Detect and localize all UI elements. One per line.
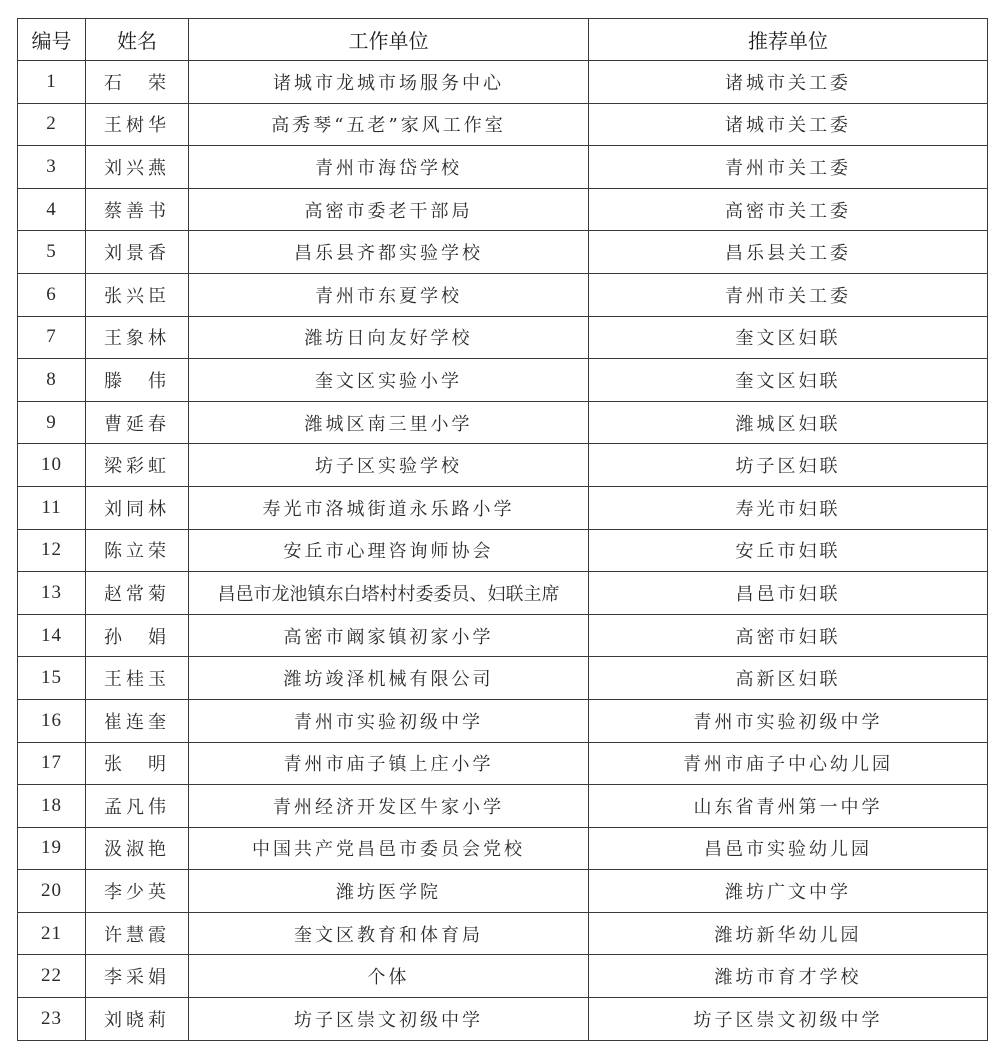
cell-recommender: 潍坊新华幼儿园 — [589, 912, 988, 955]
cell-work-unit: 昌邑市龙池镇东白塔村村委委员、妇联主席 — [189, 572, 589, 615]
cell-name: 王桂玉 — [86, 657, 189, 700]
cell-name: 刘兴燕 — [86, 146, 189, 189]
table-row — [18, 146, 988, 189]
table-row — [18, 912, 988, 955]
cell-recommender: 潍坊广文中学 — [589, 870, 988, 913]
table-row — [18, 827, 988, 870]
cell-name: 刘晓莉 — [86, 998, 189, 1041]
cell-recommender: 寿光市妇联 — [589, 486, 988, 529]
cell-number: 5 — [18, 231, 86, 274]
cell-work-unit: 昌乐县齐都实验学校 — [189, 231, 589, 274]
cell-recommender: 青州市关工委 — [589, 146, 988, 189]
cell-number: 3 — [18, 146, 86, 189]
cell-work-unit: 潍坊医学院 — [189, 870, 589, 913]
table-row — [18, 699, 988, 742]
cell-number: 10 — [18, 444, 86, 487]
cell-number: 21 — [18, 912, 86, 955]
table-header — [18, 19, 988, 61]
cell-name: 孟凡伟 — [86, 785, 189, 828]
cell-recommender: 坊子区妇联 — [589, 444, 988, 487]
cell-name: 滕 伟 — [86, 359, 189, 402]
cell-name: 许慧霞 — [86, 912, 189, 955]
cell-number: 7 — [18, 316, 86, 359]
cell-work-unit: 潍坊竣泽机械有限公司 — [189, 657, 589, 700]
nominee-table — [17, 18, 988, 1041]
table-row — [18, 785, 988, 828]
cell-work-unit: 青州经济开发区牛家小学 — [189, 785, 589, 828]
cell-recommender: 青州市关工委 — [589, 273, 988, 316]
cell-number: 9 — [18, 401, 86, 444]
table-row — [18, 273, 988, 316]
cell-work-unit: 寿光市洛城街道永乐路小学 — [189, 486, 589, 529]
cell-work-unit: 坊子区崇文初级中学 — [189, 998, 589, 1041]
cell-number: 22 — [18, 955, 86, 998]
cell-work-unit: 青州市实验初级中学 — [189, 699, 589, 742]
header-work-unit: 工作单位 — [189, 19, 589, 61]
table-row — [18, 61, 988, 104]
cell-recommender: 青州市庙子中心幼儿园 — [589, 742, 988, 785]
cell-name: 刘同林 — [86, 486, 189, 529]
cell-work-unit: 青州市海岱学校 — [189, 146, 589, 189]
cell-work-unit: 奎文区实验小学 — [189, 359, 589, 402]
cell-number: 18 — [18, 785, 86, 828]
cell-number: 17 — [18, 742, 86, 785]
cell-name: 梁彩虹 — [86, 444, 189, 487]
cell-number: 19 — [18, 827, 86, 870]
cell-work-unit: 高密市委老干部局 — [189, 188, 589, 231]
cell-recommender: 高密市妇联 — [589, 614, 988, 657]
table-row — [18, 188, 988, 231]
table-row — [18, 870, 988, 913]
table-row — [18, 401, 988, 444]
cell-recommender: 奎文区妇联 — [589, 316, 988, 359]
cell-name: 孙 娟 — [86, 614, 189, 657]
table-row — [18, 359, 988, 402]
cell-recommender: 诸城市关工委 — [589, 103, 988, 146]
table-body — [18, 61, 988, 1041]
cell-recommender: 山东省青州第一中学 — [589, 785, 988, 828]
cell-number: 1 — [18, 61, 86, 104]
cell-recommender: 昌乐县关工委 — [589, 231, 988, 274]
cell-work-unit: 潍坊日向友好学校 — [189, 316, 589, 359]
cell-name: 李采娟 — [86, 955, 189, 998]
cell-work-unit: 安丘市心理咨询师协会 — [189, 529, 589, 572]
header-row — [18, 19, 988, 61]
table-row — [18, 231, 988, 274]
cell-recommender: 诸城市关工委 — [589, 61, 988, 104]
cell-work-unit: 诸城市龙城市场服务中心 — [189, 61, 589, 104]
cell-name: 石 荣 — [86, 61, 189, 104]
cell-number: 11 — [18, 486, 86, 529]
cell-work-unit: 个体 — [189, 955, 589, 998]
cell-number: 2 — [18, 103, 86, 146]
cell-work-unit: 奎文区教育和体育局 — [189, 912, 589, 955]
cell-number: 23 — [18, 998, 86, 1041]
cell-number: 4 — [18, 188, 86, 231]
cell-work-unit: 潍城区南三里小学 — [189, 401, 589, 444]
cell-recommender: 坊子区崇文初级中学 — [589, 998, 988, 1041]
cell-recommender: 高新区妇联 — [589, 657, 988, 700]
cell-number: 12 — [18, 529, 86, 572]
cell-recommender: 高密市关工委 — [589, 188, 988, 231]
cell-name: 刘景香 — [86, 231, 189, 274]
cell-recommender: 潍城区妇联 — [589, 401, 988, 444]
cell-work-unit: 青州市东夏学校 — [189, 273, 589, 316]
table-row — [18, 955, 988, 998]
cell-number: 20 — [18, 870, 86, 913]
cell-name: 曹延春 — [86, 401, 189, 444]
cell-recommender: 昌邑市妇联 — [589, 572, 988, 615]
cell-recommender: 潍坊市育才学校 — [589, 955, 988, 998]
table-row — [18, 742, 988, 785]
cell-name: 张兴臣 — [86, 273, 189, 316]
cell-recommender: 奎文区妇联 — [589, 359, 988, 402]
cell-name: 王树华 — [86, 103, 189, 146]
cell-number: 13 — [18, 572, 86, 615]
cell-name: 蔡善书 — [86, 188, 189, 231]
header-name: 姓名 — [86, 19, 189, 61]
table-row — [18, 657, 988, 700]
cell-recommender: 青州市实验初级中学 — [589, 699, 988, 742]
table-row — [18, 614, 988, 657]
header-recommender: 推荐单位 — [589, 19, 988, 61]
cell-recommender: 昌邑市实验幼儿园 — [589, 827, 988, 870]
cell-name: 李少英 — [86, 870, 189, 913]
table-row — [18, 444, 988, 487]
cell-name: 王象林 — [86, 316, 189, 359]
cell-name: 赵常菊 — [86, 572, 189, 615]
header-number: 编号 — [18, 19, 86, 61]
table-row — [18, 998, 988, 1041]
cell-work-unit: 青州市庙子镇上庄小学 — [189, 742, 589, 785]
table-row — [18, 103, 988, 146]
table-row — [18, 529, 988, 572]
cell-name: 崔连奎 — [86, 699, 189, 742]
cell-name: 陈立荣 — [86, 529, 189, 572]
table-row — [18, 316, 988, 359]
cell-number: 8 — [18, 359, 86, 402]
cell-number: 15 — [18, 657, 86, 700]
table-row — [18, 486, 988, 529]
cell-work-unit: 高密市阚家镇初家小学 — [189, 614, 589, 657]
cell-number: 16 — [18, 699, 86, 742]
cell-recommender: 安丘市妇联 — [589, 529, 988, 572]
cell-work-unit: 坊子区实验学校 — [189, 444, 589, 487]
cell-name: 汲淑艳 — [86, 827, 189, 870]
table-row — [18, 572, 988, 615]
cell-name: 张 明 — [86, 742, 189, 785]
cell-work-unit: 高秀琴“五老”家风工作室 — [189, 103, 589, 146]
cell-work-unit: 中国共产党昌邑市委员会党校 — [189, 827, 589, 870]
cell-number: 14 — [18, 614, 86, 657]
cell-number: 6 — [18, 273, 86, 316]
